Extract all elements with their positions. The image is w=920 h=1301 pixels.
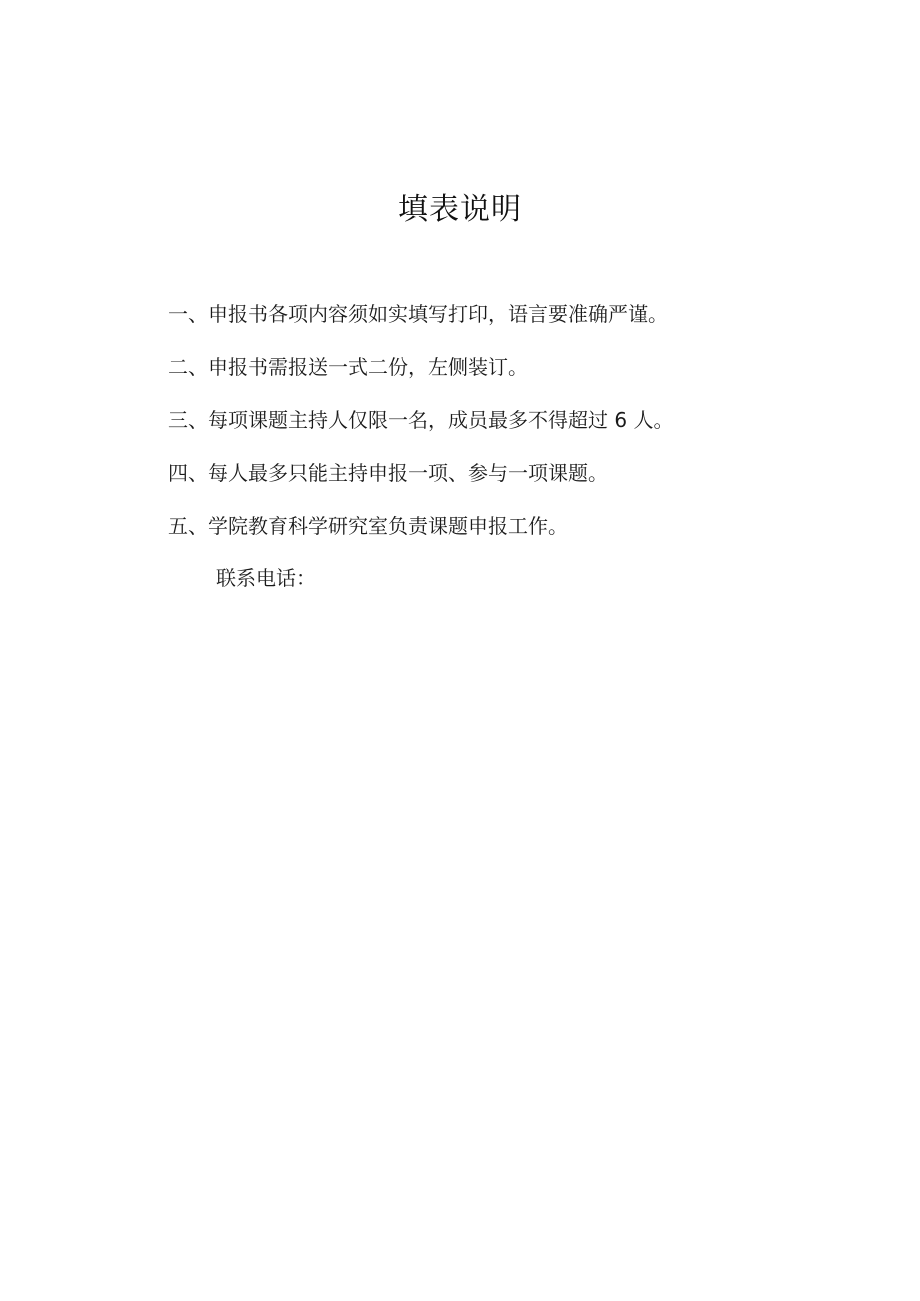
instruction-item-5: 五、学院教育科学研究室负责课题申报工作。 [168,514,568,538]
instruction-item-1: 一、申报书各项内容须如实填写打印，语言要准确严谨。 [168,302,668,326]
instruction-item-4: 四、每人最多只能主持申报一项、参与一项课题。 [168,461,608,485]
page-title: 填表说明 [398,192,522,227]
instruction-list [168,296,808,561]
instruction-item-2: 二、申报书需报送一式二份，左侧装订。 [168,355,528,379]
instruction-item-3: 三、每项课题主持人仅限一名，成员最多不得超过 6 人。 [168,408,674,432]
contact-phone-label: 联系电话： [216,566,316,590]
